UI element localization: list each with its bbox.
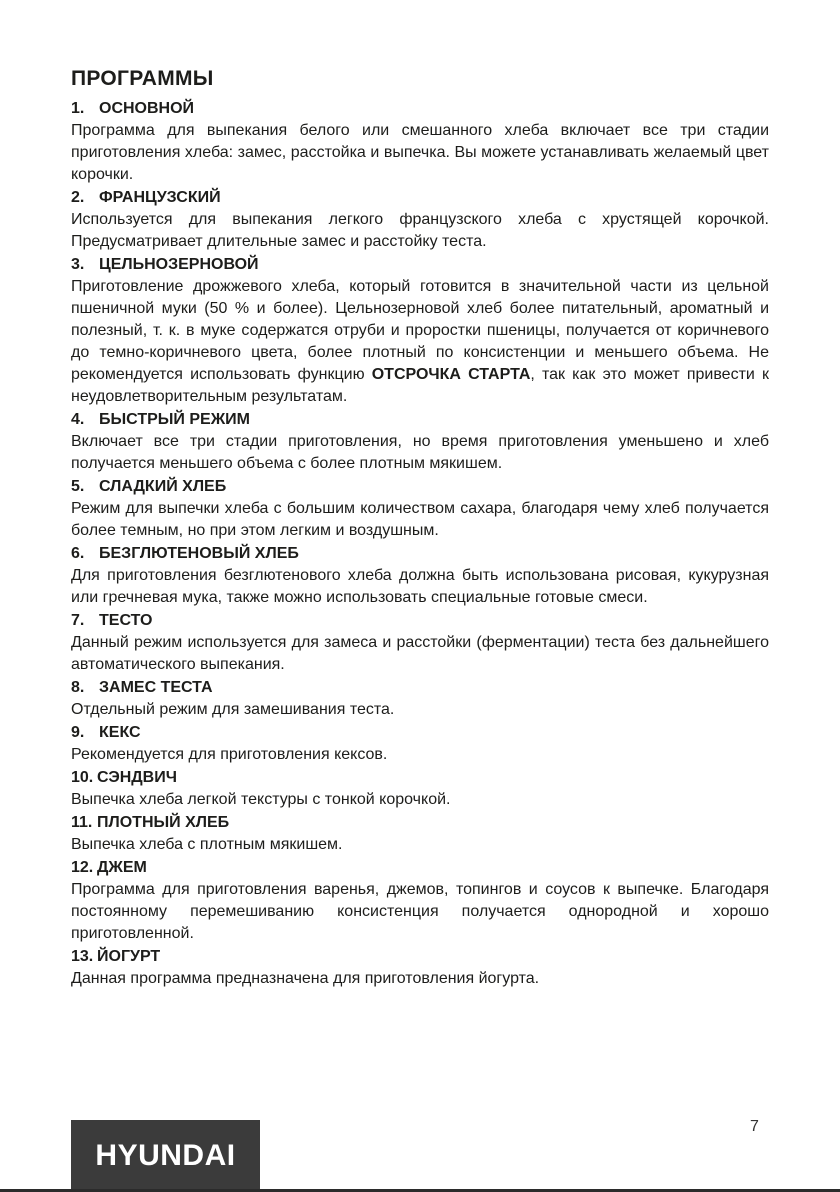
section-body: Приготовление дрожжевого хлеба, который готовится в значительной части из цельной пшеничной муки (50 % и более). Цельнозерновой хлеб более питательный, ароматный и полезный, т. к. в муке содержатся отруби и проростки пшеницы, получается от коричневого до темно-коричневого цвета, более плотный по консистенции и меньшего объема. Не рекомендуется использовать функцию ОТСРОЧКА СТАРТА, так как это может привести к неудовлетворительным результатам. [71,278,770,405]
section-body: Данный режим используется для замеса и расстойки (ферментации) теста без дальнейшего автоматического выпекания. [71,634,769,673]
section-body: Программа для приготовления варенья, джемов, топингов и соусов к выпечке. Благодаря постоянному перемешиванию консистенция получается однородной и хорошо приготовленной. [71,881,769,942]
section-heading: 1. ОСНОВНОЙ [71,100,195,117]
page-number: 7 [750,1118,759,1135]
section-heading: 11. ПЛОТНЫЙ ХЛЕБ [71,814,230,831]
brand-logo-text: HYUNDAI [95,1139,236,1172]
section-heading: 4. БЫСТРЫЙ РЕЖИМ [71,411,251,428]
section-body: Включает все три стадии приготовления, но время приготовления уменьшено и хлеб получается меньшего объема с более плотным мякишем. [71,433,769,472]
section-heading: 9. КЕКС [71,724,141,741]
section-heading: 13. ЙОГУРТ [71,948,161,965]
section-heading: 5. СЛАДКИЙ ХЛЕБ [71,478,227,495]
section-heading: 3. ЦЕЛЬНОЗЕРНОВОЙ [71,256,259,273]
page-title: ПРОГРАММЫ [71,67,214,90]
section-heading: 8. ЗАМЕС ТЕСТА [71,679,213,696]
section-body: Данная программа предназначена для приготовления йогурта. [71,970,540,987]
section-heading: 10. СЭНДВИЧ [71,769,177,786]
section-body: Используется для выпекания легкого французского хлеба с хрустящей корочкой. Предусматривает длительные замес и расстойку теста. [71,211,769,250]
section-heading: 12. ДЖЕМ [71,859,147,876]
section-body: Режим для выпечки хлеба с большим количеством сахара, благодаря чему хлеб получается более темным, но при этом легким и воздушным. [71,500,769,539]
section-body: Отдельный режим для замешивания теста. [71,701,395,718]
section-heading: 2. ФРАНЦУЗСКИЙ [71,189,221,206]
section-body: Рекомендуется для приготовления кексов. [71,746,388,763]
section-body: Выпечка хлеба легкой текстуры с тонкой корочкой. [71,791,451,808]
section-heading: 6. БЕЗГЛЮТЕНОВЫЙ ХЛЕБ [71,545,299,562]
section-body: Программа для выпекания белого или смешанного хлеба включает все три стадии приготовления хлеба: замес, расстойка и выпечка. Вы можете устанавливать желаемый цвет корочки. [71,122,769,183]
section-body: Выпечка хлеба с плотным мякишем. [71,836,343,853]
brand-logo [71,1120,260,1192]
section-heading: 7. ТЕСТО [71,612,153,629]
emphasis-delayed-start: ОТСРОЧКА СТАРТА [371,366,531,383]
section-body: Для приготовления безглютенового хлеба должна быть использована рисовая, кукурузная или гречневая мука, также можно использовать специальные готовые смеси. [71,567,769,606]
document-page [71,64,769,991]
